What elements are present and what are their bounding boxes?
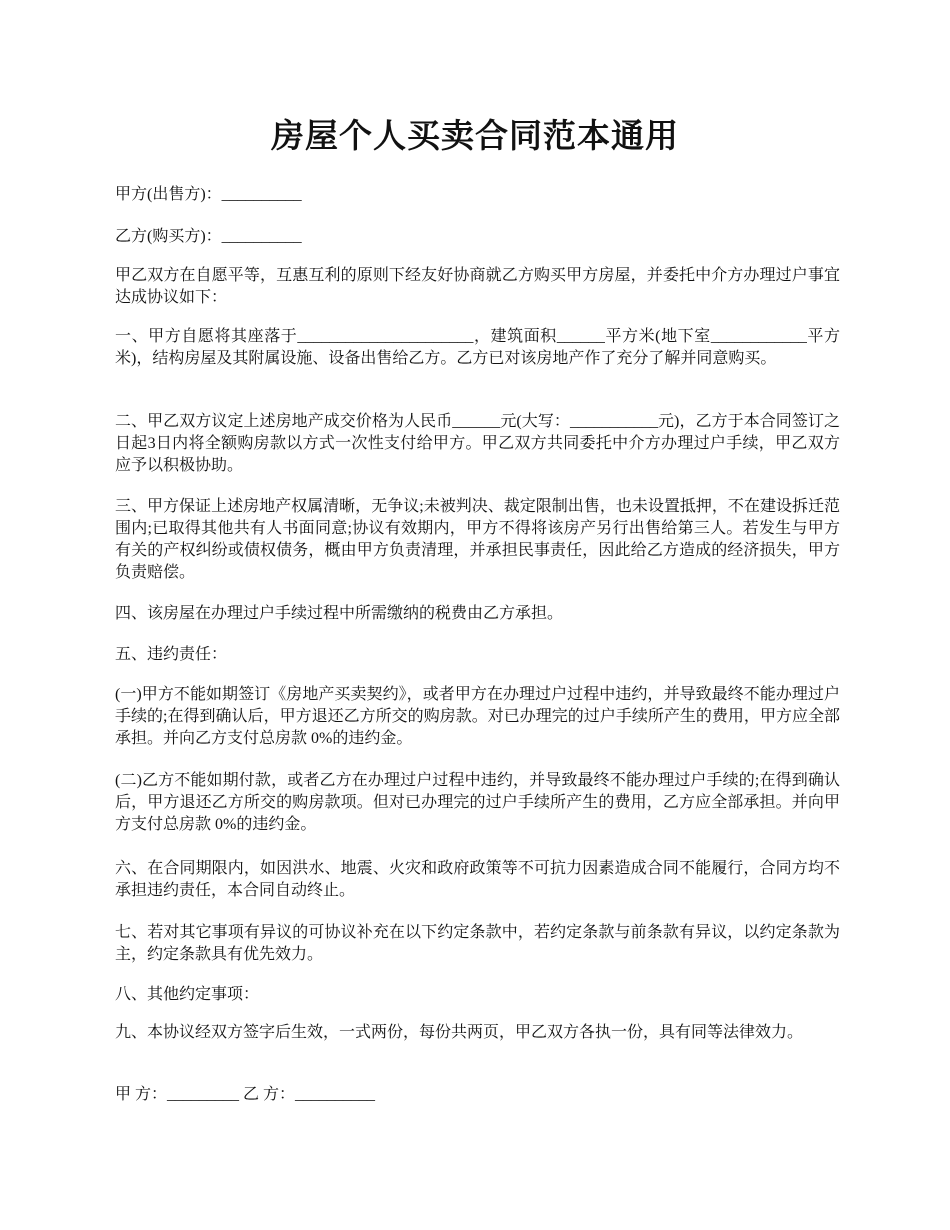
party-b-line: 乙方(购买方)：__________ bbox=[115, 228, 302, 245]
preamble-paragraph: 甲乙双方在自愿平等，互惠互利的原则下经友好协商就乙方购买甲方房屋，并委托中介方办理过户事宜达成协议如下： bbox=[115, 267, 840, 306]
clause-5-item-2: (二)乙方不能如期付款，或者乙方在办理过户过程中违约，并导致最终不能办理过户手续的;在得到确认后，甲方退还乙方所交的购房款项。但对已办理完的过户手续所产生的费用，乙方应全部承担。并向甲方支付总房款 0%的违约金。 bbox=[115, 772, 840, 833]
document-title: 房屋个人买卖合同范本通用 bbox=[271, 116, 679, 155]
clause-7: 七、若对其它事项有异议的可协议补充在以下约定条款中，若约定条款与前条款有异议，以约定条款为主，约定条款具有优先效力。 bbox=[115, 924, 840, 963]
clause-6: 六、在合同期限内，如因洪水、地震、火灾和政府政策等不可抗力因素造成合同不能履行，合同方均不承担违约责任，本合同自动终止。 bbox=[115, 860, 840, 899]
clause-4: 四、该房屋在办理过户手续过程中所需缴纳的税费由乙方承担。 bbox=[115, 605, 564, 622]
clause-1: 一、甲方自愿将其座落于______________________，建筑面积______平方米(地下室____________平方米)，结构房屋及其附属设施、设备出售给乙方。乙方已对该房地产作了充分了解并同意购买。 bbox=[115, 328, 840, 367]
party-a-line: 甲方(出售方)：__________ bbox=[115, 186, 302, 203]
clause-5-heading: 五、违约责任： bbox=[115, 646, 228, 663]
clause-5-item-1: (一)甲方不能如期签订《房地产买卖契约》，或者甲方在办理过户过程中违约，并导致最终不能办理过户手续的;在得到确认后，甲方退还乙方所交的购房款。对已办理完的过户手续所产生的费用，甲方应全部承担。并向乙方支付总房款 0%的违约金。 bbox=[115, 686, 840, 747]
clause-9: 九、本协议经双方签字后生效，一式两份，每份共两页，甲乙双方各执一份，具有同等法律效力。 bbox=[115, 1024, 804, 1041]
clause-3: 三、甲方保证上述房地产权属清晰，无争议;未被判决、裁定限制出售，也未设置抵押，不在建设拆迁范围内;已取得其他共有人书面同意;协议有效期内，甲方不得将该房产另行出售给第三人。若发生与甲方有关的产权纠纷或债权债务，概由甲方负责清理，并承担民事责任，因此给乙方造成的经济损失，甲方负责赔偿。 bbox=[115, 498, 840, 581]
signature-line: 甲 方：_________ 乙 方：__________ bbox=[115, 1086, 376, 1103]
clause-2: 二、甲乙双方议定上述房地产成交价格为人民币______元(大写：___________元)，乙方于本合同签订之日起3日内将全额购房款以方式一次性支付给甲方。甲乙双方共同委托中介方办理过户手续，甲乙双方应予以积极协助。 bbox=[115, 413, 840, 474]
clause-8: 八、其他约定事项： bbox=[115, 986, 260, 1003]
